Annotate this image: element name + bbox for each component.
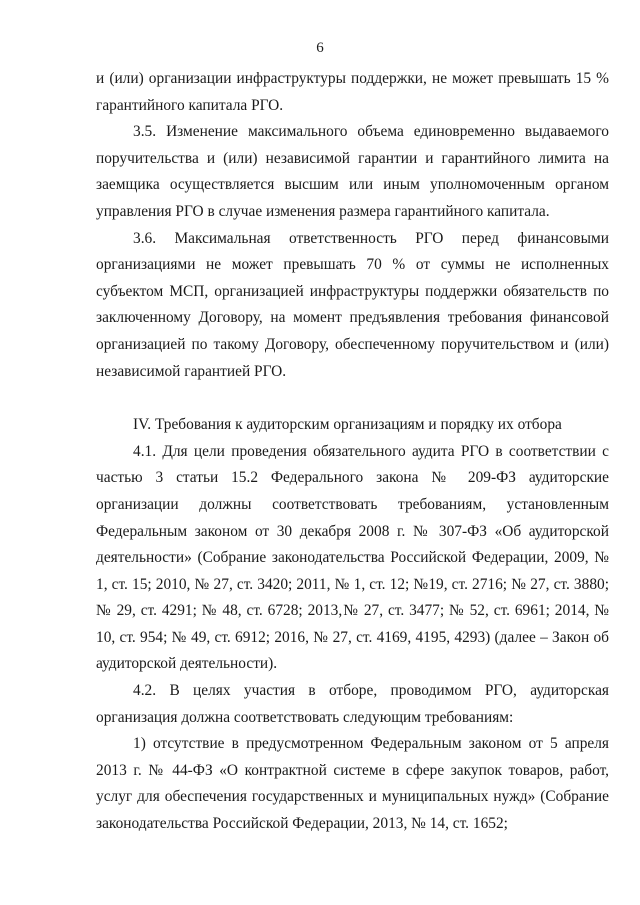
paragraph-3-5: 3.5. Изменение максимального объема единовременно выдаваемого поручительства и (или) независимой гарантии и гарантийного лимита на заемщика осуществляется высшим или иным уполномоченным органом управления РГО в случае изменения размера гарантийного капитала.: [96, 123, 609, 220]
paragraph-4-2-item-1: 1) отсутствие в предусмотренном Федеральным законом от 5 апреля 2013 г. № 44-ФЗ «О контрактной системе в сфере закупок товаров, работ, услуг для обеспечения государственных и муниципальных нужд» (Собрание законодательства Российской Федерации, 2013, № 14, ст. 1652;: [96, 735, 609, 833]
page-number: 6: [316, 40, 324, 56]
paragraph-continuation: и (или) организации инфраструктуры поддержки, не может превышать 15 % гарантийного капитала РГО.: [96, 70, 609, 114]
document-body: [96, 66, 609, 838]
paragraph-4-2: 4.2. В целях участия в отборе, проводимом РГО, аудиторская организация должна соответствовать следующим требованиям:: [96, 682, 609, 726]
section-heading-iv: IV. Требования к аудиторским организациям и порядку их отбора: [133, 416, 562, 434]
paragraph-3-6: 3.6. Максимальная ответственность РГО перед финансовыми организациями не может превышать 70 % от суммы не исполненных субъектом МСП, организацией инфраструктуры поддержки обязательств по заключенному Договору, на момент предъявления требования финансовой организацией по такому Договору, обеспеченному поручительством и (или) независимой гарантией РГО.: [96, 229, 609, 380]
paragraph-4-1: 4.1. Для цели проведения обязательного аудита РГО в соответствии с частью 3 статьи 15.2 Федерального закона № 209-ФЗ аудиторские организации должны соответствовать требованиям, установленным Федеральным законом от 30 декабря 2008 г. № 307-ФЗ «Об аудиторской деятельности» (Собрание законодательства Российской Федерации, 2009, № 1, ст. 15; 2010, № 27, ст. 3420; 2011, № 1, ст. 12; №19, ст. 2716; № 27, ст. 3880; № 29, ст. 4291; № 48, ст. 6728; 2013,№ 27, ст. 3477; № 52, ст. 6961; 2014, № 10, ст. 954; № 49, ст. 6912; 2016, № 27, ст. 4169, 4195, 4293) (далее – Закон об аудиторской деятельности).: [96, 442, 609, 673]
